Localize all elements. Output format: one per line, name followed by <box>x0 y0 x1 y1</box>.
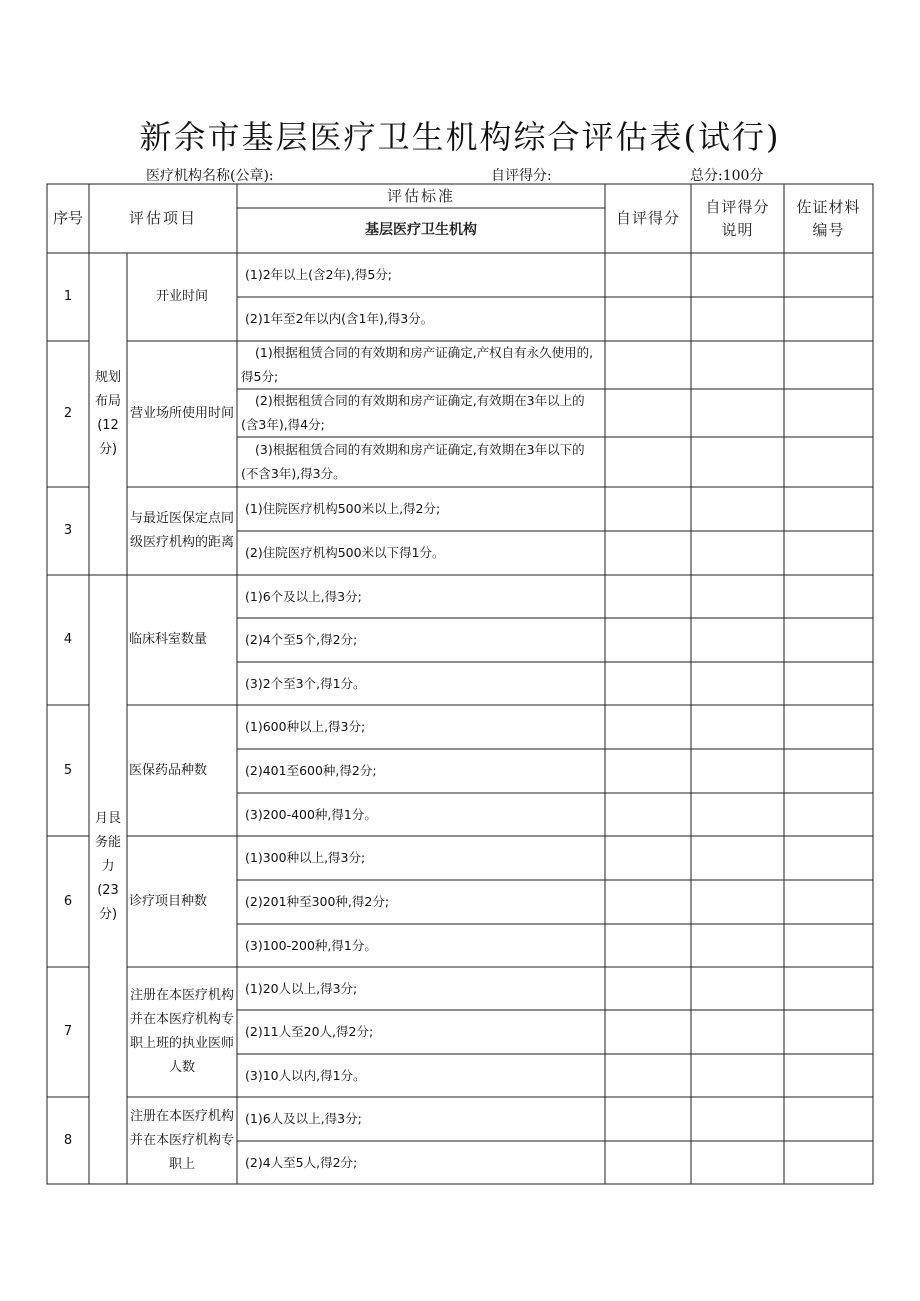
row-item: 医保药品种数 <box>129 762 208 778</box>
total-score-label: 总分:100分 <box>690 168 764 184</box>
criterion: (1)300种以上,得3分; <box>245 850 366 865</box>
criterion: (2)1年至2年以内(含1年),得3分。 <box>245 311 434 326</box>
criterion: (2)401至600种,得2分; <box>245 763 377 778</box>
criterion: (2)4人至5人,得2分; <box>245 1154 358 1170</box>
header-self-score-note: 自评得分说明 <box>705 197 770 239</box>
row-number: 7 <box>63 1024 73 1039</box>
criterion: (3)100-200种,得1分。 <box>245 937 377 953</box>
header-evidence-no: 佐证材料编号 <box>796 197 861 239</box>
criterion: (2)11人至20人,得2分; <box>245 1024 374 1039</box>
criterion: (1)2年以上(含2年),得5分; <box>245 267 393 282</box>
row-number: 1 <box>63 289 73 304</box>
row-number: 4 <box>63 632 73 647</box>
row-item: 临床科室数量 <box>129 632 208 647</box>
criterion: (1)根据租赁合同的有效期和房产证确定,产权自有永久使用的,得5分; <box>241 345 594 384</box>
criterion: (2)根据租赁合同的有效期和房产证确定,有效期在3年以上的(含3年),得4分; <box>241 393 585 432</box>
row-item: 营业场所使用时间 <box>129 406 234 421</box>
row-number: 5 <box>63 762 73 778</box>
self-score-label: 自评得分: <box>491 168 552 184</box>
row-number: 6 <box>63 893 73 909</box>
row-item: 开业时间 <box>155 289 208 304</box>
criterion: (3)10人以内,得1分。 <box>245 1067 366 1083</box>
row-item: 诊疗项目种数 <box>129 893 208 909</box>
criterion: (3)根据租赁合同的有效期和房产证确定,有效期在3年以下的(不含3年),得3分。 <box>241 442 585 481</box>
header-institution: 基层医疗卫生机构 <box>365 222 477 238</box>
criterion: (3)200-400种,得1分。 <box>245 806 377 822</box>
criterion: (2)4个至5个,得2分; <box>245 632 358 647</box>
category-service: 月艮务能力(23分) <box>94 811 121 922</box>
org-name-label: 医疗机构名称(公章): <box>146 168 274 184</box>
row-item: 注册在本医疗机构并在本医疗机构专职上班的执业医师人数 <box>129 988 234 1075</box>
page-title: 新余市基层医疗卫生机构综合评估表(试行) <box>139 118 781 156</box>
criterion: (1)6个及以上,得3分; <box>245 588 362 604</box>
criterion: (1)600种以上,得3分; <box>245 719 366 734</box>
criterion: (1)住院医疗机构500米以上,得2分; <box>245 501 441 516</box>
row-item: 注册在本医疗机构并在本医疗机构专职上 <box>129 1108 234 1172</box>
row-item: 与最近医保定点同级医疗机构的距离 <box>129 511 234 550</box>
row-number: 2 <box>63 406 73 421</box>
row-number: 8 <box>63 1132 73 1148</box>
header-standard: 评估标准 <box>386 186 455 205</box>
criterion: (2)住院医疗机构500米以下得1分。 <box>245 545 445 560</box>
row-number: 3 <box>63 523 73 538</box>
criterion: (2)201种至300种,得2分; <box>245 894 390 909</box>
category-planning: 规划布局(12分) <box>94 370 121 457</box>
criterion: (1)20人以上,得3分; <box>245 980 358 996</box>
header-self-score: 自评得分 <box>615 209 680 227</box>
criterion: (1)6人及以上,得3分; <box>245 1111 362 1126</box>
header-seq: 序号 <box>53 209 84 227</box>
criterion: (3)2个至3个,得1分。 <box>245 675 366 691</box>
header-item: 评估项目 <box>128 209 197 227</box>
